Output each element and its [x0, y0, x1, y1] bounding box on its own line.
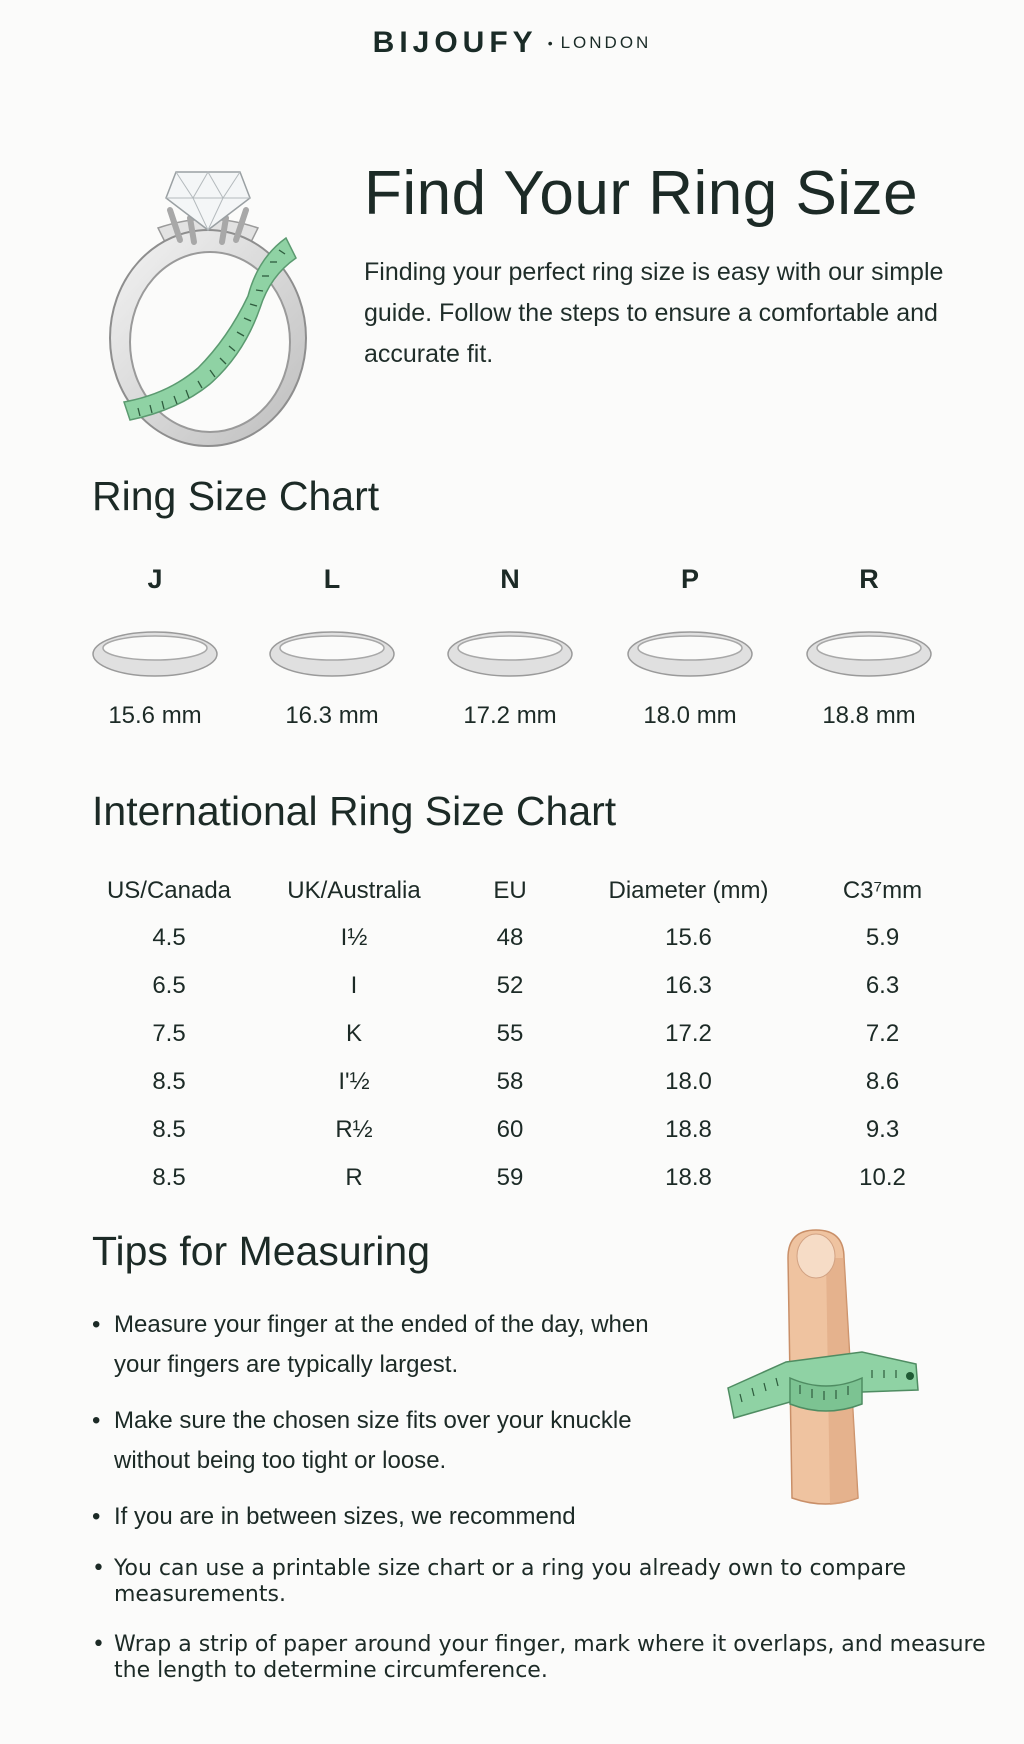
table-cell: 8.5	[152, 1164, 186, 1191]
ring-band-icon	[89, 626, 221, 682]
ring-size-n[interactable]	[440, 564, 580, 730]
table-row	[84, 1058, 954, 1106]
intro-text: Finding your perfect ring size is easy with our simple guide. Follow the steps to ensure a comfortable and accurate fit.	[364, 258, 944, 368]
list-item: • Wrap a strip of paper around your finger, mark where it overlaps, and measure the length to determine circumference.	[92, 1632, 994, 1684]
table-cell: 59	[496, 1164, 524, 1191]
ring-size-mm: 16.3 mm	[285, 702, 379, 729]
list-item: • You can use a printable size chart or a ring you already own to compare measurements.	[92, 1556, 994, 1608]
ring-size-j[interactable]	[85, 564, 225, 730]
table-cell: 6.3	[865, 972, 900, 999]
column-header: C3⁷mm	[842, 877, 923, 904]
table-cell: 8.5	[152, 1116, 186, 1143]
table-cell: 8.6	[865, 1068, 900, 1095]
page-title: Find Your Ring Size	[364, 159, 919, 228]
ring-size-letter: N	[500, 564, 520, 594]
column-header: US/Canada	[106, 877, 232, 904]
table-cell: 5.9	[865, 924, 900, 951]
table-cell: 8.5	[152, 1068, 186, 1095]
ring-band-icon	[266, 626, 398, 682]
ring-band-icon	[803, 626, 935, 682]
table-cell: 16.3	[665, 972, 712, 999]
table-cell: 9.3	[865, 1116, 900, 1143]
international-chart-title: International Ring Size Chart	[92, 788, 617, 834]
finger-measuring-illustration	[726, 1228, 926, 1518]
table-cell: 4.5	[152, 924, 186, 951]
table-cell: I'½	[338, 1068, 370, 1095]
table-row	[84, 914, 954, 962]
table-cell: 10.2	[859, 1164, 906, 1191]
table-cell: 48	[496, 924, 524, 951]
engagement-ring-illustration	[98, 158, 318, 448]
table-row	[84, 1154, 954, 1202]
brand-logo[interactable]: BIJOUFY	[372, 26, 538, 59]
tips-title: Tips for Measuring	[92, 1228, 430, 1274]
table-cell: K	[345, 1020, 362, 1047]
table-cell: 52	[496, 972, 524, 999]
ring-size-mm: 18.8 mm	[822, 702, 916, 729]
table-cell: 58	[496, 1068, 524, 1095]
table-row	[84, 1106, 954, 1154]
table-cell: I½	[340, 924, 368, 951]
table-cell: 6.5	[152, 972, 186, 999]
table-row	[84, 962, 954, 1010]
table-cell: 18.8	[665, 1164, 712, 1191]
table-header-row	[84, 868, 954, 914]
table-cell: R½	[335, 1116, 373, 1143]
international-size-table	[84, 868, 954, 1202]
table-cell: 7.5	[152, 1020, 186, 1047]
column-header: UK/Australia	[287, 877, 421, 904]
brand-header	[0, 26, 1024, 60]
ring-size-chart-title: Ring Size Chart	[92, 473, 380, 519]
list-item: • Measure your finger at the ended of the day, when your fingers are typically largest.	[92, 1305, 674, 1385]
ring-size-l[interactable]	[262, 564, 402, 730]
table-cell: 18.0	[665, 1068, 712, 1095]
list-item: • If you are in between sizes, we recommend	[92, 1497, 674, 1537]
table-cell: 18.8	[665, 1116, 712, 1143]
column-header: Diameter (mm)	[608, 877, 769, 904]
table-cell: 17.2	[665, 1020, 712, 1047]
table-cell: 15.6	[665, 924, 712, 951]
ring-size-mm: 15.6 mm	[108, 702, 202, 729]
column-header: EU	[493, 877, 527, 904]
ring-size-letter: P	[680, 564, 699, 594]
ring-size-mm: 17.2 mm	[463, 702, 557, 729]
list-item: • Make sure the chosen size fits over your knuckle without being too tight or loose.	[92, 1401, 674, 1481]
ring-band-icon	[624, 626, 756, 682]
ring-size-mm: 18.0 mm	[643, 702, 737, 729]
brand-location: LONDON	[560, 33, 652, 52]
ring-band-icon	[444, 626, 576, 682]
tips-list-primary	[92, 1305, 674, 1537]
brand-separator: •	[547, 35, 553, 51]
ring-size-p[interactable]	[620, 564, 760, 730]
ring-size-letter: J	[147, 564, 163, 594]
table-cell: 60	[496, 1116, 524, 1143]
ring-size-letter: L	[323, 564, 341, 594]
table-cell: 55	[496, 1020, 524, 1047]
table-row	[84, 1010, 954, 1058]
ring-size-r[interactable]	[799, 564, 939, 730]
ring-size-letter: R	[859, 564, 879, 594]
table-cell: R	[345, 1164, 363, 1191]
table-cell: 7.2	[865, 1020, 900, 1047]
tips-list-secondary	[92, 1556, 994, 1684]
table-cell: I	[350, 972, 358, 999]
